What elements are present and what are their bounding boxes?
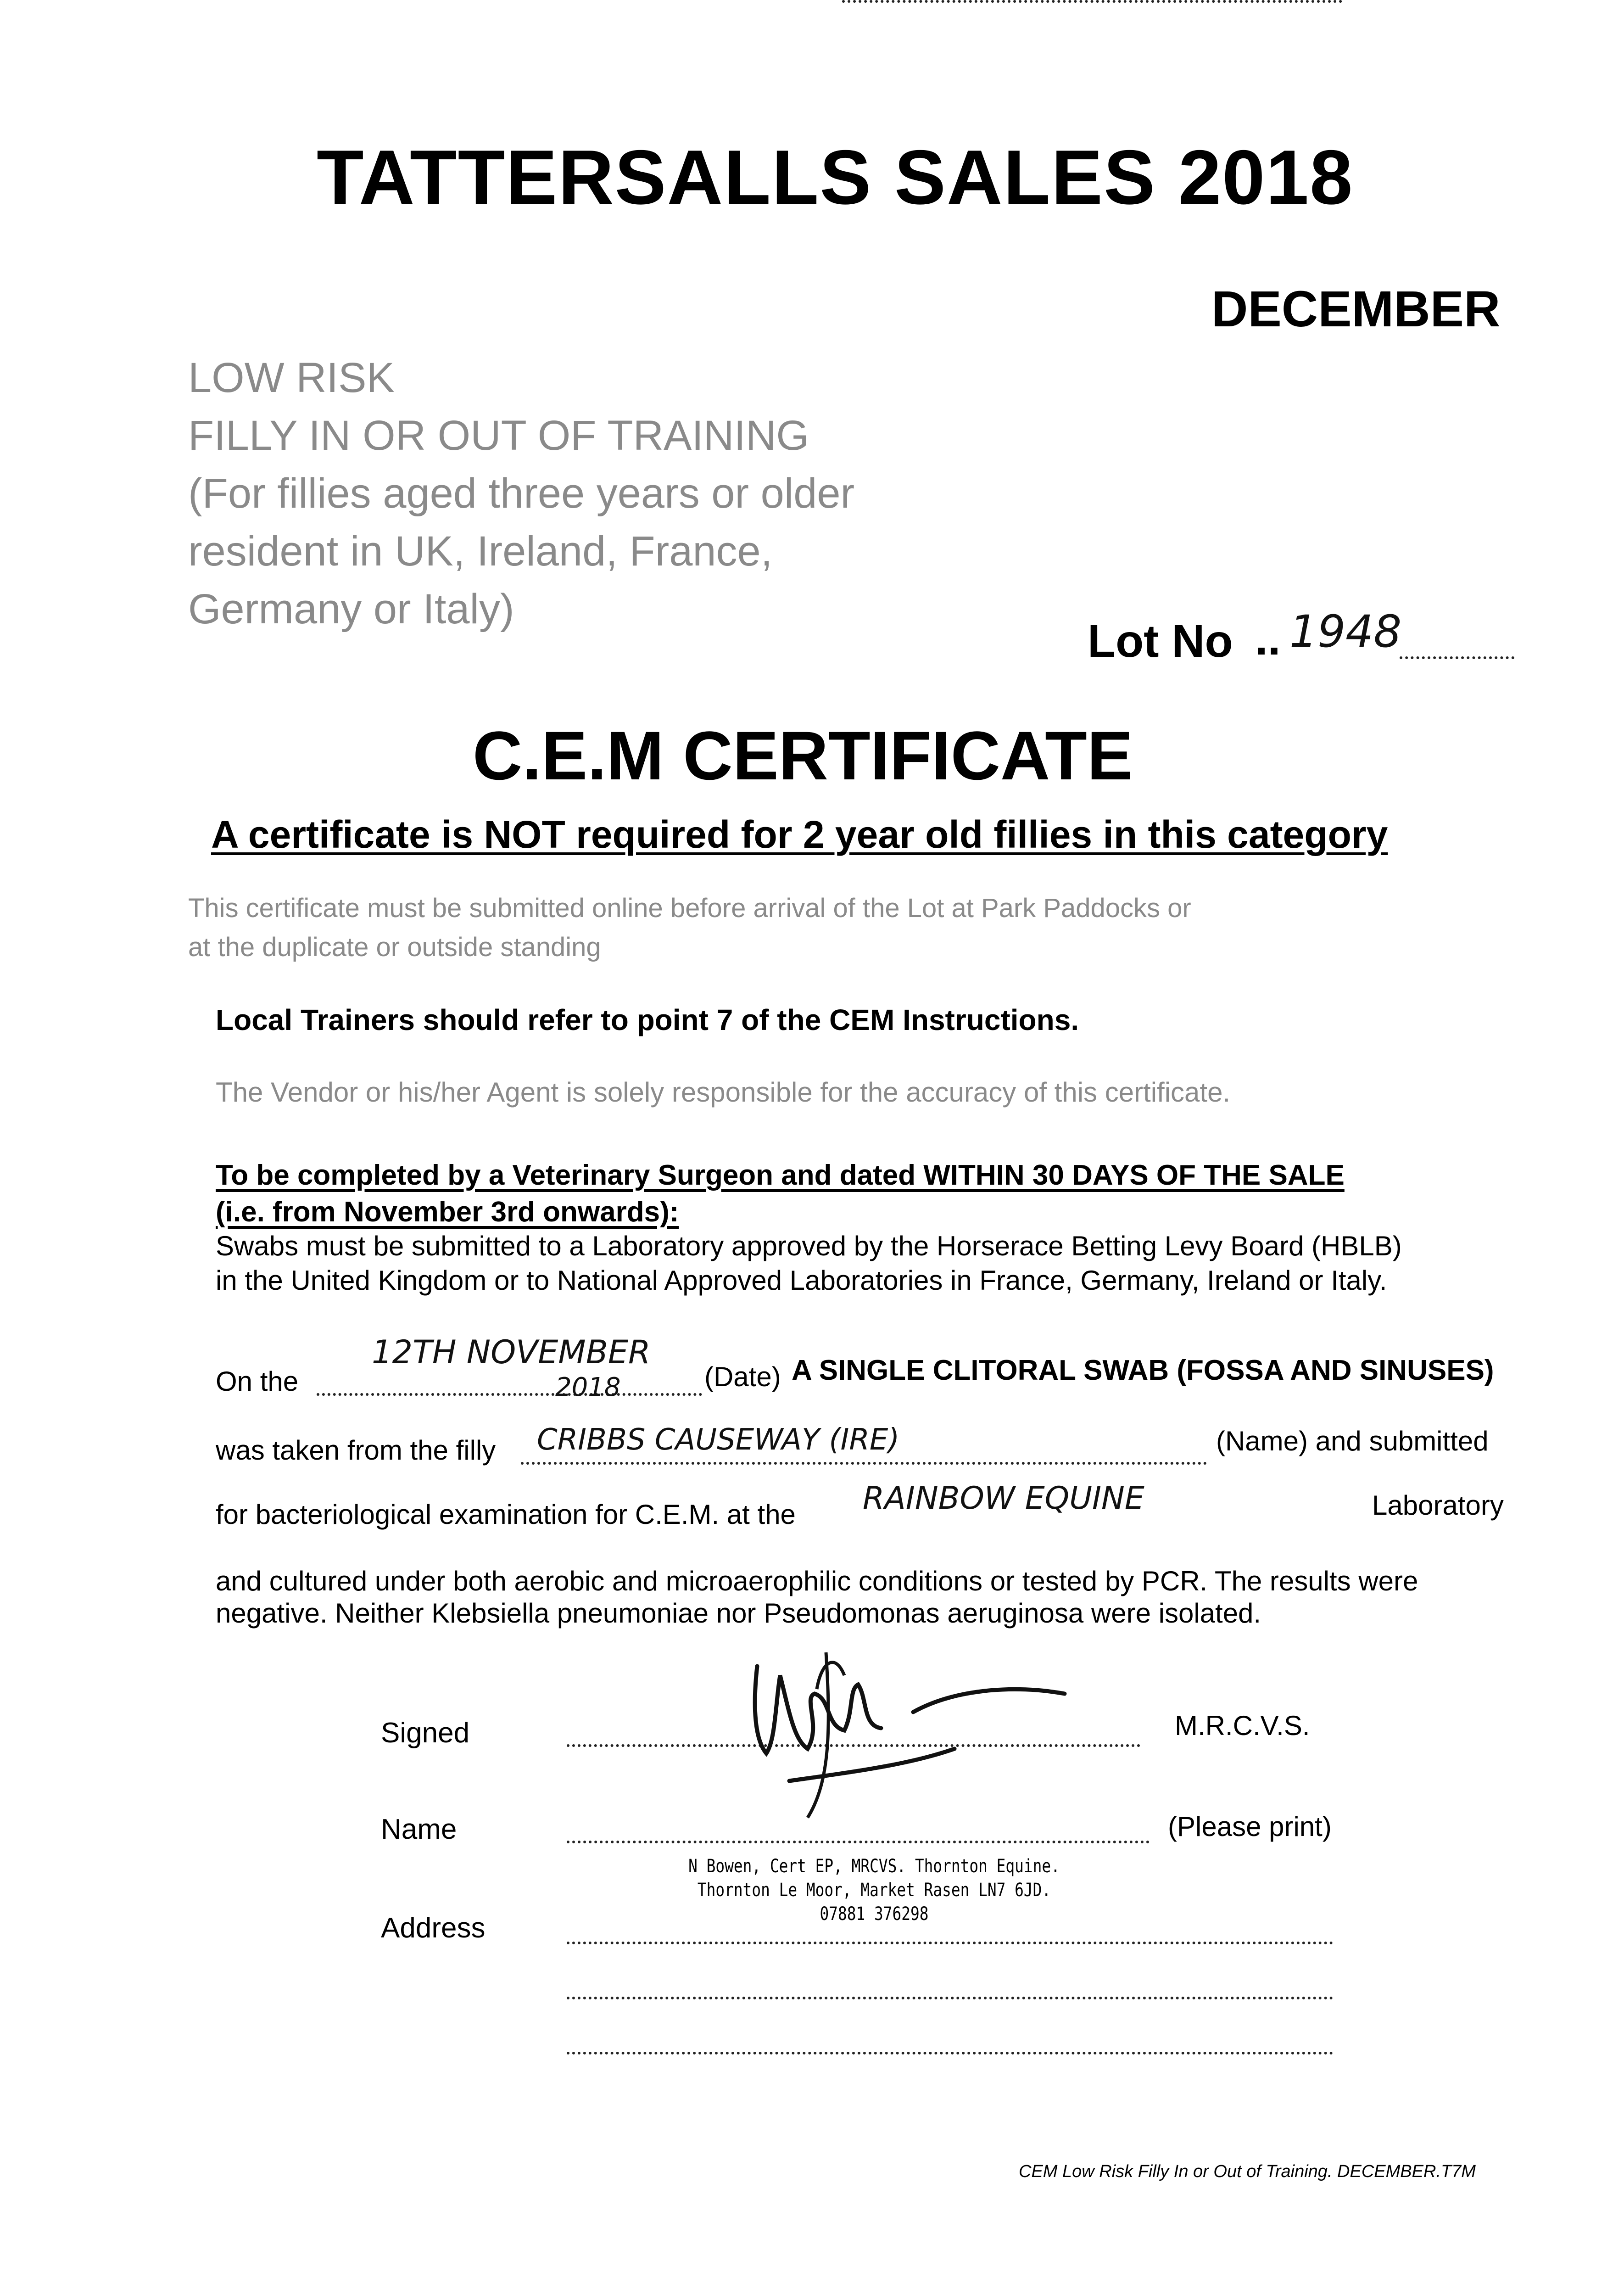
please-print-label: (Please print)	[1168, 1811, 1332, 1842]
vet-heading-dates: (i.e. from November 3rd onwards):	[216, 1196, 679, 1228]
swab-requirement: Swabs must be submitted to a Laboratory approved by the Horserace Betting Levy Board (HBLB)	[216, 1231, 1402, 1261]
on-the-label: On the	[216, 1366, 299, 1397]
stamp-line: N Bowen, Cert EP, MRCVS. Thornton Equine.	[688, 1856, 1060, 1877]
vet-stamp	[686, 1854, 1062, 1926]
date-label: (Date)	[704, 1361, 781, 1392]
address-label: Address	[381, 1912, 486, 1944]
vendor-note: The Vendor or his/her Agent is solely responsible for the accuracy of this certificate.	[216, 1077, 1231, 1108]
lot-number-handwritten: 1948	[1289, 606, 1402, 657]
taken-from-label: was taken from the filly	[216, 1435, 496, 1466]
category-line: Germany or Italy)	[188, 586, 514, 633]
date-year-handwritten: 2018	[555, 1372, 621, 1402]
name-label: Name	[381, 1814, 457, 1845]
lab-dots	[842, 0, 1342, 3]
sale-month: DECEMBER	[1211, 281, 1501, 337]
stamp-line: 07881 376298	[820, 1903, 929, 1925]
lot-label: Lot No	[1088, 616, 1233, 667]
name-submitted-label: (Name) and submitted	[1216, 1426, 1489, 1456]
results-text: and cultured under both aerobic and microaerophilic conditions or tested by PCR. The results were	[216, 1566, 1418, 1596]
bacterio-label: for bacteriological examination for C.E.M. at the	[216, 1499, 796, 1530]
vet-heading: To be completed by a Veterinary Surgeon and dated WITHIN 30 DAYS OF THE SALE	[216, 1159, 1345, 1191]
date-dots	[317, 1393, 702, 1396]
vet-signature	[716, 1634, 1129, 1827]
lot-dots	[1400, 656, 1514, 659]
category-line: LOW RISK	[188, 354, 395, 401]
lot-dots-lead: ..	[1255, 613, 1281, 665]
signed-label: Signed	[381, 1717, 470, 1749]
form-reference-footer: CEM Low Risk Filly In or Out of Training. DECEMBER.T7M	[1019, 2162, 1476, 2181]
submission-note-2: at the duplicate or outside standing	[188, 932, 601, 962]
submission-note: This certificate must be submitted online before arrival of the Lot at Park Paddocks or	[188, 893, 1191, 923]
filly-name-handwritten: CRIBBS CAUSEWAY (IRE)	[537, 1423, 900, 1457]
category-block	[188, 349, 1060, 638]
address-dots-2	[567, 1997, 1333, 1999]
certificate-title: C.E.M CERTIFICATE	[473, 717, 1133, 794]
not-required-notice: A certificate is NOT required for 2 year old fillies in this category	[211, 813, 1388, 856]
date-handwritten: 12TH NOVEMBER	[372, 1333, 651, 1371]
swab-type: A SINGLE CLITORAL SWAB (FOSSA AND SINUSES)	[792, 1355, 1494, 1386]
category-line: (For fillies aged three years or older	[188, 470, 855, 517]
category-line: resident in UK, Ireland, France,	[188, 528, 773, 575]
mrcvs-label: M.R.C.V.S.	[1175, 1710, 1310, 1741]
lab-name-handwritten: RAINBOW EQUINE	[863, 1480, 1144, 1517]
address-dots-3	[567, 2052, 1333, 2054]
laboratory-label: Laboratory	[1372, 1490, 1504, 1521]
stamp-line: Thornton Le Moor, Market Rasen LN7 6JD.	[697, 1880, 1051, 1901]
name-dots	[567, 1841, 1150, 1843]
local-trainers-note: Local Trainers should refer to point 7 of the CEM Instructions.	[216, 1003, 1079, 1036]
page-title: TATTERSALLS SALES 2018	[317, 134, 1354, 220]
filly-dots	[521, 1462, 1207, 1465]
swab-requirement-2: in the United Kingdom or to National Approved Laboratories in France, Germany, Ireland or Italy.	[216, 1265, 1387, 1296]
results-text-2: negative. Neither Klebsiella pneumoniae nor Pseudomonas aeruginosa were isolated.	[216, 1598, 1261, 1629]
category-line: FILLY IN OR OUT OF TRAINING	[188, 412, 809, 459]
address-dots-1	[567, 1942, 1333, 1944]
